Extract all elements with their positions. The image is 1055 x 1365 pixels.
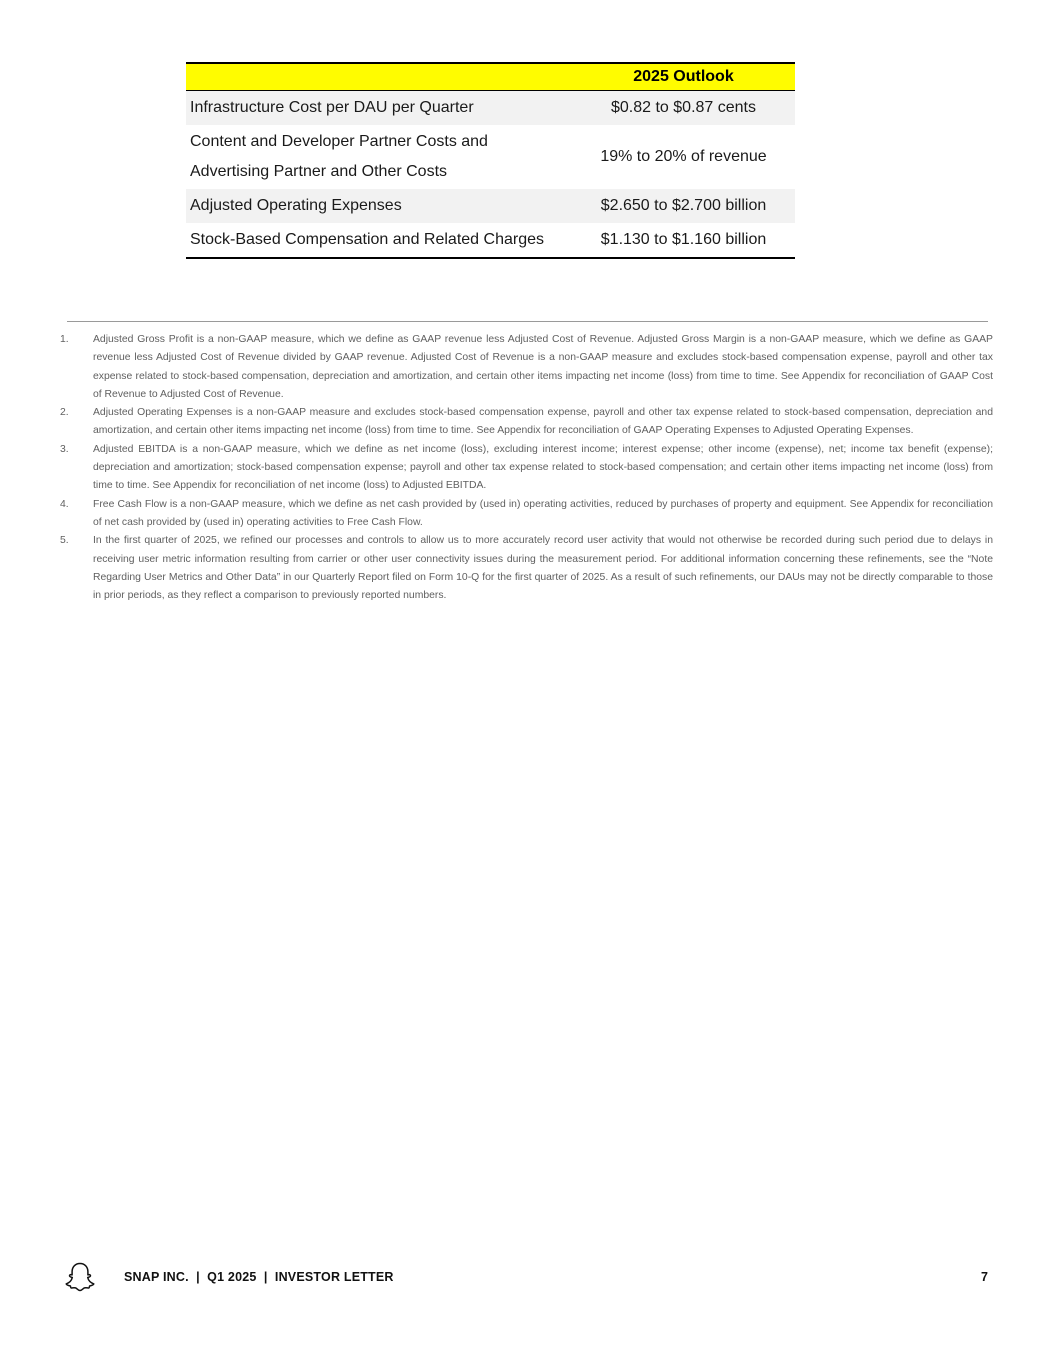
page-number: 7	[981, 1270, 988, 1284]
outlook-header-value: 2025 Outlook	[572, 63, 795, 91]
footnote-item	[60, 404, 993, 441]
table-row	[186, 223, 795, 258]
table-row	[186, 125, 795, 189]
page-footer	[64, 1261, 988, 1295]
footnote-number: 4.	[60, 498, 69, 510]
outlook-header-row	[186, 63, 795, 91]
row-value: $0.82 to $0.87 cents	[572, 91, 795, 126]
footnote-text: Adjusted Operating Expenses is a non-GAAP measure and excludes stock-based compensation expense, payroll and other tax expense related to stock-based compensation, depreciation and amortization, and certain other items impacting net income (loss) from time to time. See Appendix for reconciliation of GAAP Operating Expenses to Adjusted Operating Expenses.	[93, 407, 993, 437]
table-row	[186, 91, 795, 126]
row-label: Stock-Based Compensation and Related Charges	[186, 223, 572, 258]
footnote-text: Adjusted EBITDA is a non-GAAP measure, which we define as net income (loss), excluding interest income; interest expense; other income (expense), net; income tax benefit (expense); depreciation and amortization; stock-based compensation expense; payroll and other tax expense related to stock-based compensation; and certain other items impacting net income (loss) from time to time. See Appendix for reconciliation of net income (loss) to Adjusted EBITDA.	[93, 443, 993, 492]
footnotes-list	[60, 331, 993, 605]
row-value: 19% to 20% of revenue	[600, 148, 767, 165]
row-label-line: Content and Developer Partner Costs and	[190, 133, 488, 150]
row-label	[186, 125, 572, 189]
footnote-item	[60, 441, 993, 496]
outlook-table	[186, 62, 795, 259]
footnote-divider	[67, 321, 988, 322]
footer-brand: SNAP INC. | Q1 2025 | INVESTOR LETTER	[124, 1270, 394, 1284]
footnote-number: 3.	[60, 443, 69, 455]
footnote-item	[60, 532, 993, 605]
row-value: $1.130 to $1.160 billion	[572, 223, 795, 258]
footnote-item	[60, 496, 993, 533]
snapchat-ghost-icon	[64, 1261, 96, 1293]
footnote-number: 2.	[60, 407, 69, 419]
footnote-number: 1.	[60, 334, 69, 345]
footnote-text: Free Cash Flow is a non-GAAP measure, which we define as net cash provided by (used in) operating activities, reduced by purchases of property and equipment. See Appendix for reconciliation of net cash provided by (used in) operating activities to Free Cash Flow.	[93, 498, 993, 528]
row-value: $2.650 to $2.700 billion	[572, 189, 795, 223]
row-label: Infrastructure Cost per DAU per Quarter	[186, 91, 572, 126]
footnote-item	[60, 331, 993, 404]
footnote-text: Adjusted Gross Profit is a non-GAAP measure, which we define as GAAP revenue less Adjusted Cost of Revenue. Adjusted Gross Margin is a non-GAAP measure, which we define as GAAP revenue less Adjusted Cost of Revenue divided by GAAP revenue. Adjusted Cost of Revenue is a non-GAAP measure and excludes stock-based compensation expense, payroll and other tax expense related to stock-based compensation, depreciation and amortization, and certain other items impacting net income (loss) from time to time. See Appendix for reconciliation of GAAP Cost of Revenue to Adjusted Cost of Revenue.	[93, 334, 993, 400]
footnote-text: In the first quarter of 2025, we refined our processes and controls to allow us to more accurately record user activity that would not otherwise be recorded during such period due to delays in receiving user metric information resulting from carrier or other user connectivity issues during the measurement period. For additional information concerning these refinements, see the “Note Regarding User Metrics and Other Data” in our Quarterly Report filed on Form 10-Q for the first quarter of 2025. As a result of such refinements, our DAUs may not be directly comparable to those in prior periods, as they reflect a comparison to previously reported numbers.	[93, 535, 993, 602]
row-label-line: Advertising Partner and Other Costs	[190, 163, 448, 180]
footnote-number: 5.	[60, 535, 69, 547]
row-label: Adjusted Operating Expenses	[186, 189, 572, 223]
table-row	[186, 189, 795, 223]
outlook-header-label	[186, 63, 572, 91]
